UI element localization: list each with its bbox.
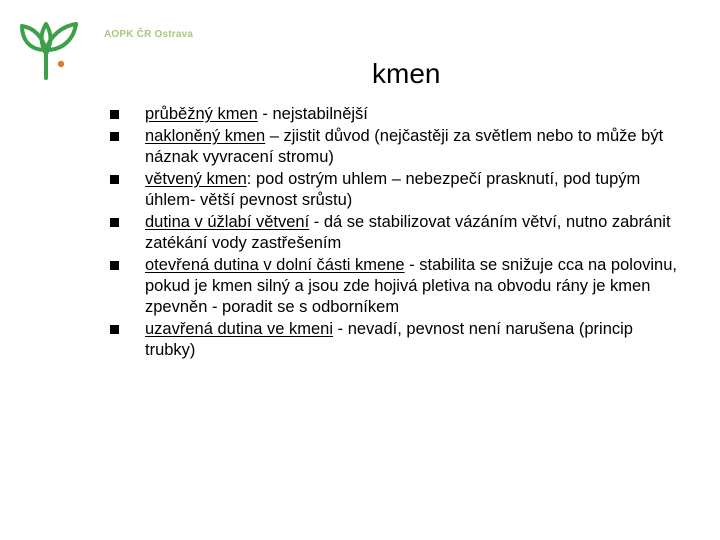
list-item (0, 104, 685, 125)
slide-title: kmen (372, 58, 441, 89)
aopk-logo-icon (18, 18, 80, 80)
item-term: větvený kmen (145, 170, 247, 188)
list-item (0, 319, 685, 361)
item-term: otevřená dutina v dolní části kmene (145, 256, 405, 274)
item-term: dutina v úžlabí větvení (145, 213, 310, 231)
square-bullet-icon (110, 110, 119, 119)
list-item (0, 212, 685, 254)
item-term: uzavřená dutina ve kmeni (145, 320, 334, 338)
item-text: : pod ostrým uhlem – nebezpečí prasknutí, pod tupým úhlem- větší pevnost srůstu) (145, 170, 641, 209)
item-text: - nejstabilnější (257, 105, 368, 123)
square-bullet-icon (110, 218, 119, 227)
square-bullet-icon (110, 132, 119, 141)
item-text: - stabilita se snižuje cca na polovinu, pokud je kmen silný a jsou zde hojivá pletiva na obvodu rány je kmen zpevněn - poradit se s odborníkem (145, 256, 677, 316)
list-item (0, 255, 685, 318)
item-term: nakloněný kmen (145, 127, 266, 145)
list-item (0, 169, 685, 211)
item-text: – zjistit důvod (nejčastěji za světlem nebo to může být náznak vyvracení stromu) (145, 127, 664, 166)
organization-name: AOPK ČR Ostrava (104, 29, 194, 40)
square-bullet-icon (110, 175, 119, 184)
item-text: - dá se stabilizovat vázáním větví, nutno zabránit zatékání vody zastřešením (145, 213, 671, 252)
bullet-list (0, 104, 720, 362)
item-term: průběžný kmen (145, 105, 258, 123)
list-item (0, 126, 685, 168)
square-bullet-icon (110, 325, 119, 334)
square-bullet-icon (110, 261, 119, 270)
item-text: - nevadí, pevnost není narušena (princip trubky) (145, 320, 633, 359)
